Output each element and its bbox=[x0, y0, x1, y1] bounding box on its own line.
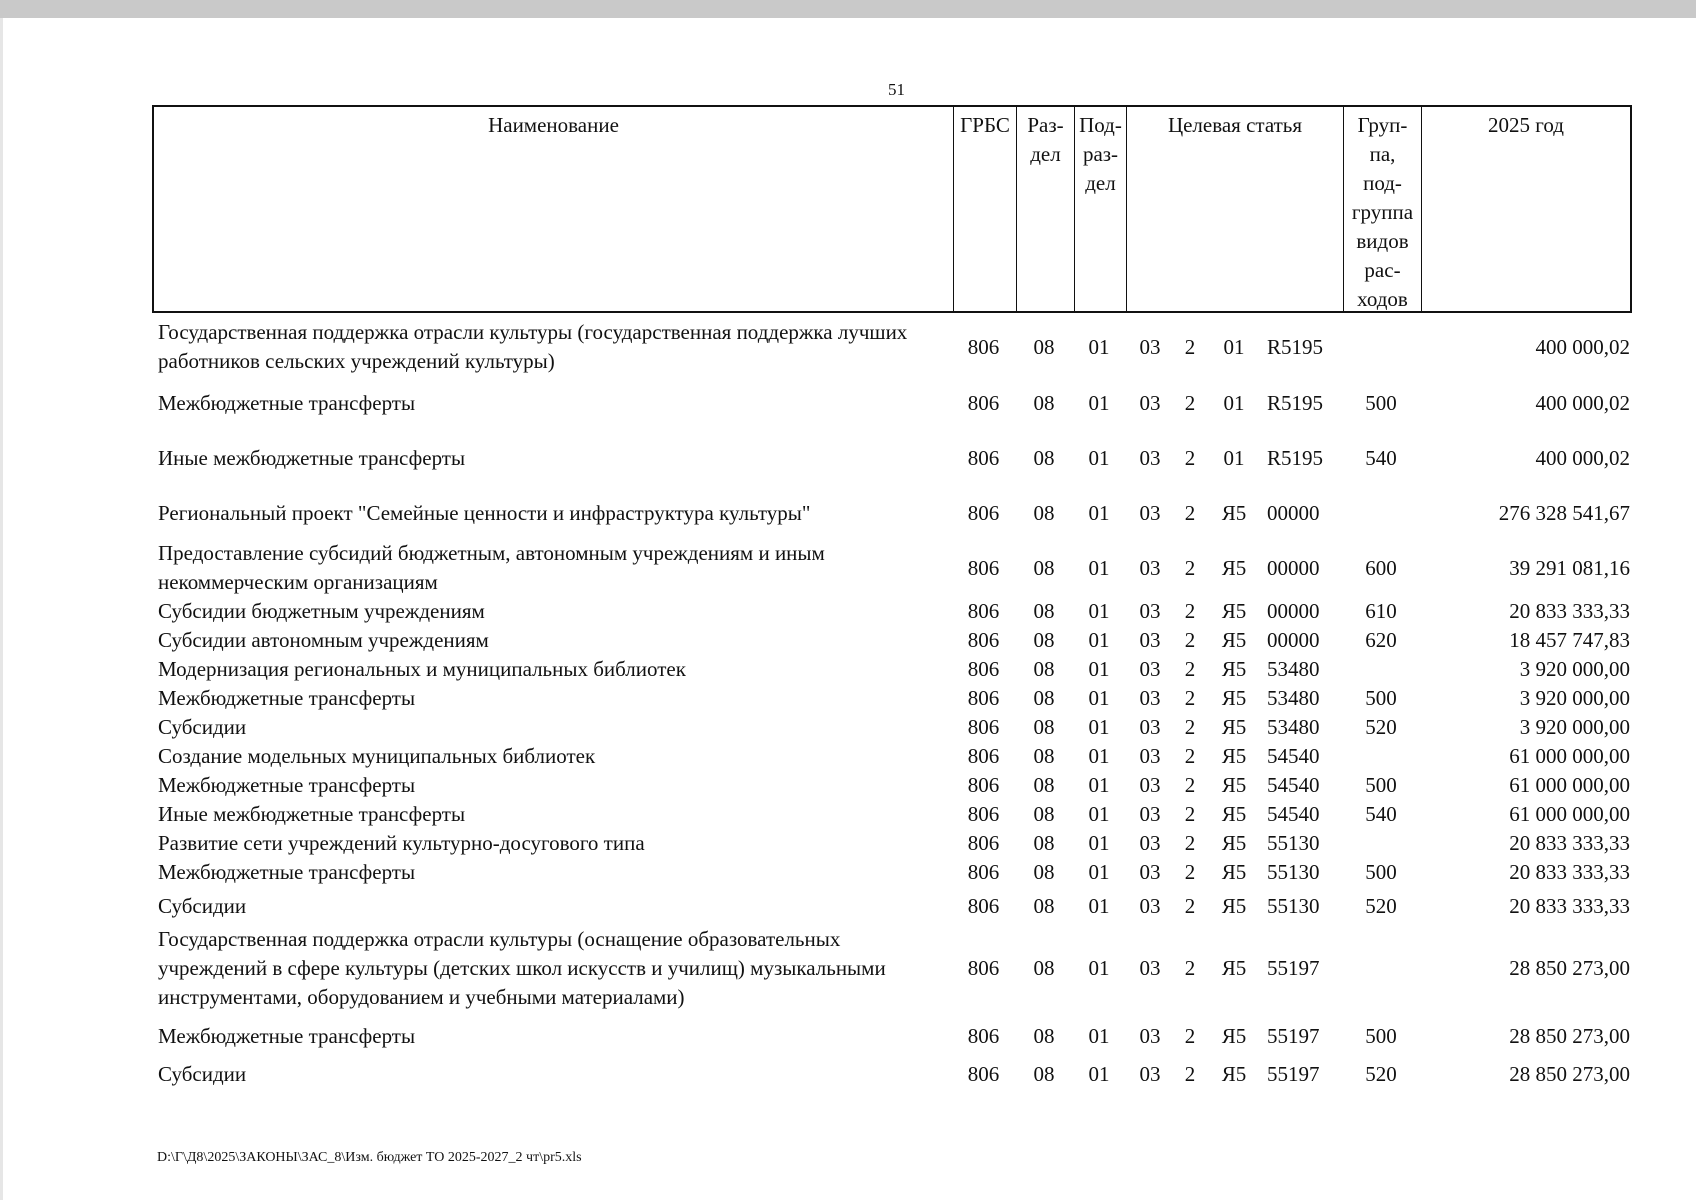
celevaya-part-c1: 03 bbox=[1139, 802, 1161, 826]
row-sum: 61 000 000,00 bbox=[1509, 744, 1630, 768]
row-celevaya-statya bbox=[1125, 800, 1342, 829]
row-celevaya-statya bbox=[1125, 655, 1342, 684]
row-grbs: 806 bbox=[967, 715, 1000, 739]
row-podrazdel: 01 bbox=[1088, 831, 1110, 855]
row-celevaya-statya bbox=[1125, 1060, 1342, 1089]
celevaya-part-c4: R5195 bbox=[1267, 334, 1324, 359]
table-row bbox=[152, 539, 1632, 597]
row-razdel: 08 bbox=[1033, 956, 1055, 980]
row-grbs: 806 bbox=[967, 893, 1000, 918]
celevaya-part-c1: 03 bbox=[1139, 744, 1161, 768]
table-row bbox=[152, 429, 1632, 487]
celevaya-part-c2: 2 bbox=[1184, 599, 1196, 623]
row-podrazdel: 01 bbox=[1088, 802, 1110, 826]
celevaya-part-c2: 2 bbox=[1184, 860, 1196, 884]
celevaya-part-c4: 53480 bbox=[1267, 686, 1320, 710]
row-name: Модернизация региональных и муниципальных библиотек bbox=[158, 657, 686, 681]
row-celevaya-statya bbox=[1125, 771, 1342, 800]
row-name: Субсидии bbox=[158, 1062, 247, 1086]
row-celevaya-statya bbox=[1125, 892, 1342, 921]
celevaya-part-c2: 2 bbox=[1184, 500, 1196, 525]
row-gruppa: 600 bbox=[1365, 555, 1397, 580]
row-razdel: 08 bbox=[1033, 390, 1055, 415]
celevaya-part-c4: 53480 bbox=[1267, 715, 1320, 739]
row-name: Межбюджетные трансферты bbox=[158, 1023, 416, 1048]
celevaya-part-c1: 03 bbox=[1139, 860, 1161, 884]
row-razdel: 08 bbox=[1033, 1062, 1055, 1086]
celevaya-part-c3: Я5 bbox=[1221, 956, 1247, 980]
celevaya-part-c3: Я5 bbox=[1221, 657, 1247, 681]
celevaya-part-c1: 03 bbox=[1139, 599, 1161, 623]
row-name: Государственная поддержка отрасли культуры (оснащение образовательных учреждений в сфере культуры (детских школ искусств и училищ) музыкальными инструментами, оборудованием и учебными материалами) bbox=[158, 927, 886, 1009]
table-row bbox=[152, 655, 1632, 684]
page-number: 51 bbox=[888, 80, 905, 99]
celevaya-part-c4: 55197 bbox=[1267, 1062, 1320, 1086]
celevaya-part-c1: 03 bbox=[1139, 893, 1161, 918]
row-celevaya-statya bbox=[1125, 742, 1342, 771]
celevaya-part-c4: 54540 bbox=[1267, 744, 1320, 768]
celevaya-part-c2: 2 bbox=[1184, 390, 1196, 415]
celevaya-part-c1: 03 bbox=[1139, 628, 1161, 652]
row-grbs: 806 bbox=[967, 773, 1000, 797]
row-grbs: 806 bbox=[967, 860, 1000, 884]
celevaya-part-c1: 03 bbox=[1139, 686, 1161, 710]
celevaya-part-c3: 01 bbox=[1223, 390, 1245, 415]
row-sum: 276 328 541,67 bbox=[1498, 500, 1630, 525]
row-razdel: 08 bbox=[1033, 500, 1055, 525]
header-celevaya-statya: Целевая статья bbox=[1127, 107, 1344, 311]
celevaya-part-c3: Я5 bbox=[1221, 1062, 1247, 1086]
row-gruppa: 520 bbox=[1365, 893, 1397, 918]
celevaya-part-c1: 03 bbox=[1139, 555, 1161, 580]
celevaya-part-c1: 03 bbox=[1139, 773, 1161, 797]
table-row bbox=[152, 626, 1632, 655]
celevaya-part-c1: 03 bbox=[1139, 831, 1161, 855]
table-header bbox=[152, 105, 1632, 313]
row-razdel: 08 bbox=[1033, 1023, 1055, 1048]
celevaya-part-c3: Я5 bbox=[1221, 744, 1247, 768]
row-gruppa: 500 bbox=[1365, 1023, 1397, 1048]
celevaya-part-c3: Я5 bbox=[1221, 773, 1247, 797]
celevaya-part-c1: 03 bbox=[1139, 390, 1161, 415]
row-razdel: 08 bbox=[1033, 628, 1055, 652]
table-row bbox=[152, 377, 1632, 429]
row-grbs: 806 bbox=[967, 390, 1000, 415]
row-razdel: 08 bbox=[1033, 599, 1055, 623]
row-name: Предоставление субсидий бюджетным, автономным учреждениям и иным некоммерческим организациям bbox=[158, 541, 825, 594]
table-row bbox=[152, 597, 1632, 626]
row-name: Субсидии bbox=[158, 715, 247, 739]
row-sum: 28 850 273,00 bbox=[1509, 1062, 1630, 1086]
row-gruppa: 500 bbox=[1365, 773, 1397, 797]
celevaya-part-c3: Я5 bbox=[1221, 686, 1247, 710]
row-sum: 3 920 000,00 bbox=[1519, 686, 1630, 710]
celevaya-part-c4: 54540 bbox=[1267, 802, 1320, 826]
row-gruppa: 540 bbox=[1365, 802, 1397, 826]
celevaya-part-c2: 2 bbox=[1184, 686, 1196, 710]
celevaya-part-c2: 2 bbox=[1184, 628, 1196, 652]
row-grbs: 806 bbox=[967, 445, 1000, 470]
row-sum: 400 000,02 bbox=[1535, 390, 1630, 415]
header-grbs: ГРБС bbox=[954, 107, 1017, 311]
celevaya-part-c1: 03 bbox=[1139, 715, 1161, 739]
table-row bbox=[152, 1060, 1632, 1089]
row-name: Межбюджетные трансферты bbox=[158, 390, 416, 415]
row-podrazdel: 01 bbox=[1088, 686, 1110, 710]
celevaya-part-c3: Я5 bbox=[1221, 555, 1247, 580]
row-gruppa: 500 bbox=[1365, 860, 1397, 884]
celevaya-part-c4: 55130 bbox=[1267, 860, 1320, 884]
celevaya-part-c3: Я5 bbox=[1221, 715, 1247, 739]
header-razdel: Раз- дел bbox=[1017, 107, 1075, 311]
row-razdel: 08 bbox=[1033, 744, 1055, 768]
row-razdel: 08 bbox=[1033, 555, 1055, 580]
celevaya-part-c1: 03 bbox=[1139, 445, 1161, 470]
row-gruppa: 520 bbox=[1365, 1062, 1397, 1086]
row-podrazdel: 01 bbox=[1088, 773, 1110, 797]
row-name: Межбюджетные трансферты bbox=[158, 860, 416, 884]
celevaya-part-c2: 2 bbox=[1184, 1062, 1196, 1086]
celevaya-part-c3: Я5 bbox=[1221, 802, 1247, 826]
row-sum: 61 000 000,00 bbox=[1509, 773, 1630, 797]
row-sum: 400 000,02 bbox=[1535, 445, 1630, 470]
celevaya-part-c2: 2 bbox=[1184, 715, 1196, 739]
header-podrazdel: Под- раз- дел bbox=[1075, 107, 1127, 311]
table-row bbox=[152, 800, 1632, 829]
row-name: Межбюджетные трансферты bbox=[158, 686, 416, 710]
row-razdel: 08 bbox=[1033, 715, 1055, 739]
scanner-top-bar bbox=[0, 0, 1696, 18]
file-path-footer: D:\Г\Д8\2025\ЗАКОНЫ\ЗАС_8\Изм. бюджет ТО 2025-2027_2 чт\pr5.xls bbox=[157, 1150, 582, 1165]
row-razdel: 08 bbox=[1033, 445, 1055, 470]
row-gruppa: 500 bbox=[1365, 390, 1397, 415]
celevaya-part-c4: 00000 bbox=[1267, 628, 1320, 652]
celevaya-part-c2: 2 bbox=[1184, 831, 1196, 855]
celevaya-part-c2: 2 bbox=[1184, 893, 1196, 918]
row-sum: 3 920 000,00 bbox=[1519, 657, 1630, 681]
row-sum: 3 920 000,00 bbox=[1519, 715, 1630, 739]
row-podrazdel: 01 bbox=[1088, 715, 1110, 739]
row-razdel: 08 bbox=[1033, 831, 1055, 855]
scan-edge bbox=[0, 18, 3, 1200]
row-celevaya-statya bbox=[1125, 713, 1342, 742]
row-podrazdel: 01 bbox=[1088, 334, 1110, 359]
row-name: Субсидии бюджетным учреждениям bbox=[158, 599, 485, 623]
row-celevaya-statya bbox=[1125, 626, 1342, 655]
row-podrazdel: 01 bbox=[1088, 860, 1110, 884]
row-podrazdel: 01 bbox=[1088, 628, 1110, 652]
celevaya-part-c4: 55130 bbox=[1267, 831, 1320, 855]
row-razdel: 08 bbox=[1033, 773, 1055, 797]
row-razdel: 08 bbox=[1033, 657, 1055, 681]
table-row bbox=[152, 925, 1632, 1012]
celevaya-part-c1: 03 bbox=[1139, 1062, 1161, 1086]
row-name: Субсидии автономным учреждениям bbox=[158, 628, 489, 652]
celevaya-part-c4: 55197 bbox=[1267, 956, 1320, 980]
row-grbs: 806 bbox=[967, 956, 1000, 980]
celevaya-part-c3: Я5 bbox=[1221, 1023, 1247, 1048]
row-celevaya-statya bbox=[1125, 389, 1342, 418]
row-razdel: 08 bbox=[1033, 686, 1055, 710]
celevaya-part-c4: R5195 bbox=[1267, 445, 1324, 470]
row-gruppa: 620 bbox=[1365, 628, 1397, 652]
row-podrazdel: 01 bbox=[1088, 956, 1110, 980]
row-sum: 20 833 333,33 bbox=[1509, 860, 1630, 884]
row-razdel: 08 bbox=[1033, 334, 1055, 359]
celevaya-part-c4: 54540 bbox=[1267, 773, 1320, 797]
celevaya-part-c3: Я5 bbox=[1221, 831, 1247, 855]
table-row bbox=[152, 887, 1632, 925]
row-name: Государственная поддержка отрасли культуры (государственная поддержка лучших работников сельских учреждений культуры) bbox=[158, 320, 908, 373]
row-sum: 20 833 333,33 bbox=[1509, 599, 1630, 623]
header-year: 2025 год bbox=[1488, 113, 1564, 137]
row-gruppa: 610 bbox=[1365, 599, 1397, 623]
row-grbs: 806 bbox=[967, 802, 1000, 826]
row-name: Иные межбюджетные трансферты bbox=[158, 445, 466, 470]
row-sum: 20 833 333,33 bbox=[1509, 893, 1630, 918]
row-celevaya-statya bbox=[1125, 554, 1342, 583]
row-grbs: 806 bbox=[967, 831, 1000, 855]
row-podrazdel: 01 bbox=[1088, 1062, 1110, 1086]
row-sum: 400 000,02 bbox=[1535, 334, 1630, 359]
table-row bbox=[152, 317, 1632, 377]
celevaya-part-c4: 55130 bbox=[1267, 893, 1320, 918]
celevaya-part-c4: 53480 bbox=[1267, 657, 1320, 681]
celevaya-part-c3: Я5 bbox=[1221, 860, 1247, 884]
row-celevaya-statya bbox=[1125, 684, 1342, 713]
table-row bbox=[152, 713, 1632, 742]
row-grbs: 806 bbox=[967, 599, 1000, 623]
row-celevaya-statya bbox=[1125, 333, 1342, 362]
celevaya-part-c1: 03 bbox=[1139, 500, 1161, 525]
row-grbs: 806 bbox=[967, 334, 1000, 359]
celevaya-part-c1: 03 bbox=[1139, 657, 1161, 681]
header-gruppa: Груп- па, под- группа видов рас- ходов bbox=[1344, 107, 1422, 311]
table-body bbox=[152, 317, 1632, 1089]
table-row bbox=[152, 771, 1632, 800]
celevaya-part-c2: 2 bbox=[1184, 802, 1196, 826]
row-podrazdel: 01 bbox=[1088, 390, 1110, 415]
row-podrazdel: 01 bbox=[1088, 555, 1110, 580]
header-name: Наименование bbox=[154, 107, 954, 311]
celevaya-part-c3: Я5 bbox=[1221, 628, 1247, 652]
celevaya-part-c4: 00000 bbox=[1267, 599, 1320, 623]
celevaya-part-c1: 03 bbox=[1139, 334, 1161, 359]
row-grbs: 806 bbox=[967, 1062, 1000, 1086]
row-grbs: 806 bbox=[967, 686, 1000, 710]
celevaya-part-c2: 2 bbox=[1184, 744, 1196, 768]
row-grbs: 806 bbox=[967, 657, 1000, 681]
table-row bbox=[152, 487, 1632, 539]
row-celevaya-statya bbox=[1125, 954, 1342, 983]
row-razdel: 08 bbox=[1033, 893, 1055, 918]
row-sum: 20 833 333,33 bbox=[1509, 831, 1630, 855]
row-name: Субсидии bbox=[158, 893, 247, 918]
row-grbs: 806 bbox=[967, 744, 1000, 768]
row-name: Создание модельных муниципальных библиотек bbox=[158, 744, 596, 768]
row-podrazdel: 01 bbox=[1088, 744, 1110, 768]
row-podrazdel: 01 bbox=[1088, 657, 1110, 681]
row-podrazdel: 01 bbox=[1088, 893, 1110, 918]
celevaya-part-c4: 55197 bbox=[1267, 1023, 1320, 1048]
row-gruppa: 500 bbox=[1365, 686, 1397, 710]
row-sum: 18 457 747,83 bbox=[1509, 628, 1630, 652]
row-celevaya-statya bbox=[1125, 444, 1342, 473]
row-razdel: 08 bbox=[1033, 802, 1055, 826]
celevaya-part-c4: R5195 bbox=[1267, 390, 1324, 415]
row-razdel: 08 bbox=[1033, 860, 1055, 884]
row-celevaya-statya bbox=[1125, 597, 1342, 626]
celevaya-part-c2: 2 bbox=[1184, 334, 1196, 359]
row-celevaya-statya bbox=[1125, 1022, 1342, 1051]
celevaya-part-c3: Я5 bbox=[1221, 599, 1247, 623]
row-sum: 39 291 081,16 bbox=[1509, 555, 1630, 580]
table-row bbox=[152, 829, 1632, 858]
celevaya-part-c2: 2 bbox=[1184, 657, 1196, 681]
row-sum: 28 850 273,00 bbox=[1509, 1023, 1630, 1048]
celevaya-part-c2: 2 bbox=[1184, 956, 1196, 980]
celevaya-part-c2: 2 bbox=[1184, 1023, 1196, 1048]
celevaya-part-c3: Я5 bbox=[1221, 893, 1247, 918]
table-row bbox=[152, 684, 1632, 713]
row-grbs: 806 bbox=[967, 1023, 1000, 1048]
row-gruppa: 520 bbox=[1365, 715, 1397, 739]
row-podrazdel: 01 bbox=[1088, 1023, 1110, 1048]
row-celevaya-statya bbox=[1125, 858, 1342, 887]
row-celevaya-statya bbox=[1125, 829, 1342, 858]
celevaya-part-c2: 2 bbox=[1184, 445, 1196, 470]
celevaya-part-c2: 2 bbox=[1184, 773, 1196, 797]
row-sum: 28 850 273,00 bbox=[1509, 956, 1630, 980]
row-podrazdel: 01 bbox=[1088, 500, 1110, 525]
row-sum: 61 000 000,00 bbox=[1509, 802, 1630, 826]
row-podrazdel: 01 bbox=[1088, 445, 1110, 470]
celevaya-part-c3: Я5 bbox=[1221, 500, 1247, 525]
table-row bbox=[152, 742, 1632, 771]
table-row bbox=[152, 1012, 1632, 1060]
row-name: Иные межбюджетные трансферты bbox=[158, 802, 466, 826]
celevaya-part-c3: 01 bbox=[1223, 445, 1245, 470]
row-name: Межбюджетные трансферты bbox=[158, 773, 416, 797]
celevaya-part-c1: 03 bbox=[1139, 1023, 1161, 1048]
row-grbs: 806 bbox=[967, 500, 1000, 525]
celevaya-part-c1: 03 bbox=[1139, 956, 1161, 980]
table-row bbox=[152, 858, 1632, 887]
celevaya-part-c4: 00000 bbox=[1267, 555, 1320, 580]
celevaya-part-c2: 2 bbox=[1184, 555, 1196, 580]
row-podrazdel: 01 bbox=[1088, 599, 1110, 623]
row-name: Региональный проект "Семейные ценности и инфраструктура культуры" bbox=[158, 500, 811, 525]
row-gruppa: 540 bbox=[1365, 445, 1397, 470]
budget-table bbox=[152, 105, 1632, 1089]
row-grbs: 806 bbox=[967, 628, 1000, 652]
celevaya-part-c3: 01 bbox=[1223, 334, 1245, 359]
row-grbs: 806 bbox=[967, 555, 1000, 580]
row-name: Развитие сети учреждений культурно-досугового типа bbox=[158, 831, 645, 855]
celevaya-part-c4: 00000 bbox=[1267, 500, 1320, 525]
row-celevaya-statya bbox=[1125, 499, 1342, 528]
